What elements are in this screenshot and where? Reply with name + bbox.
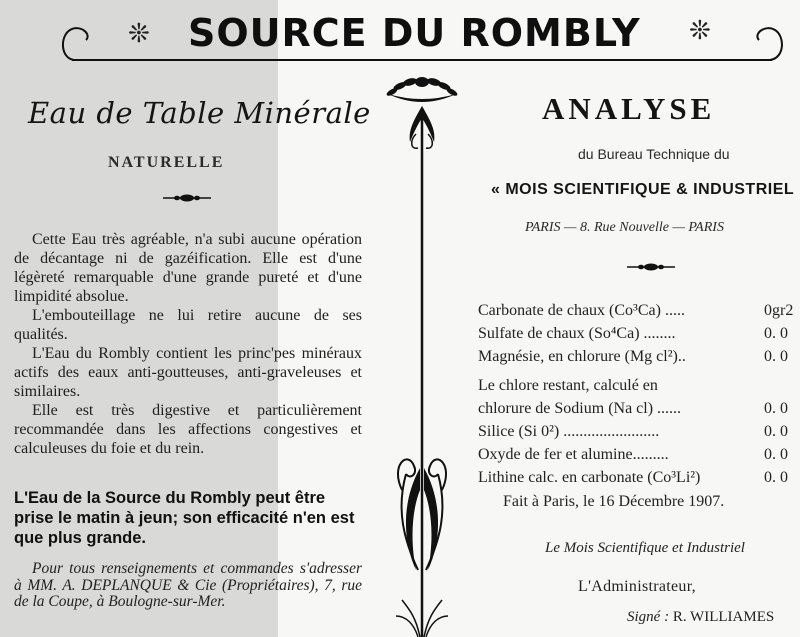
product-subheading: NATURELLE bbox=[108, 154, 225, 171]
analysis-value: 0. 0 bbox=[764, 348, 788, 365]
analysis-label: Le chlore restant, calculé en bbox=[478, 377, 658, 394]
analysis-value: 0. 0 bbox=[764, 325, 788, 342]
analysis-row bbox=[478, 325, 800, 348]
description-para-2: L'embouteillage ne lui retire aucune de ses qualités. bbox=[14, 307, 362, 343]
analysis-row bbox=[478, 446, 800, 469]
analysis-value: 0gr2 bbox=[764, 302, 794, 319]
analysis-heading: ANALYSE bbox=[542, 91, 716, 126]
analysis-row bbox=[478, 400, 800, 423]
description-para-4: Elle est très digestive et particulièrement recommandée dans les affections congestives et calculeuses du foie et du rein. bbox=[14, 402, 362, 457]
analysis-label: chlorure de Sodium (Na cl) ...... bbox=[478, 400, 682, 417]
journal-name: « MOIS SCIENTIFIQUE & INDUSTRIEL bbox=[491, 181, 795, 198]
analysis-label: Carbonate de chaux (Co³Ca) ..... bbox=[478, 302, 685, 319]
star-ornament-left: ❊ bbox=[128, 19, 150, 49]
bureau-line: du Bureau Technique du bbox=[578, 146, 730, 162]
journal-address: PARIS — 8. Rue Nouvelle — PARIS bbox=[525, 220, 724, 235]
signature-line bbox=[627, 609, 800, 626]
analysis-row bbox=[478, 469, 800, 492]
analysis-label: Silice (Si 0²) ........................ bbox=[478, 423, 660, 440]
divider-ornament-right bbox=[627, 262, 675, 272]
description-para-1: Cette Eau très agréable, n'a subi aucune opération de décantage ni de gazéification. Elle est d'une légèreté remarquable d'une grande pureté et d'une limpidité absolue. bbox=[14, 231, 362, 305]
signed-label: Signé : bbox=[627, 609, 670, 625]
description-text bbox=[14, 230, 362, 458]
description-para-3: L'Eau du Rombly contient les princ'pes minéraux actifs des eaux anti-goutteuses, anti-graveleuses et similaires. bbox=[14, 345, 362, 400]
contact-paragraph: Pour tous renseignements et commandes s'adresser à MM. A. DEPLANQUE & Cie (Propriétaires), 7, rue de la Coupe, à Boulogne-sur-Mer. bbox=[14, 560, 362, 610]
product-heading: Eau de Table Minérale bbox=[28, 96, 371, 130]
analysis-row bbox=[478, 348, 800, 371]
page-title: SOURCE DU ROMBLY bbox=[188, 11, 641, 55]
divider-ornament-left bbox=[163, 193, 211, 203]
administrator-title: L'Administrateur, bbox=[578, 578, 696, 595]
analysis-row bbox=[478, 302, 800, 325]
analysis-label: Oxyde de fer et alumine......... bbox=[478, 446, 669, 463]
date-line: Fait à Paris, le 16 Décembre 1907. bbox=[503, 493, 725, 510]
analysis-row bbox=[478, 377, 800, 400]
analysis-value: 0. 0 bbox=[764, 400, 788, 417]
signed-name: R. WILLIAMES bbox=[672, 609, 775, 625]
star-ornament-right: ❊ bbox=[689, 16, 711, 46]
highlight-paragraph: L'Eau de la Source du Rombly peut être prise le matin à jeun; son efficacité n'en est que plus grande. bbox=[14, 489, 355, 547]
analysis-value: 0. 0 bbox=[764, 469, 788, 486]
analysis-label: Lithine calc. en carbonate (Co³Li²) bbox=[478, 469, 701, 486]
analysis-table bbox=[478, 302, 800, 492]
analysis-value: 0. 0 bbox=[764, 423, 788, 440]
analysis-label: Sulfate de chaux (So⁴Ca) ........ bbox=[478, 325, 676, 342]
analysis-label: Magnésie, en chlorure (Mg cl²).. bbox=[478, 348, 686, 365]
analysis-row bbox=[478, 423, 800, 446]
central-floral-ornament bbox=[380, 70, 464, 637]
journal-signature: Le Mois Scientifique et Industriel bbox=[545, 540, 745, 556]
analysis-value: 0. 0 bbox=[764, 446, 788, 463]
